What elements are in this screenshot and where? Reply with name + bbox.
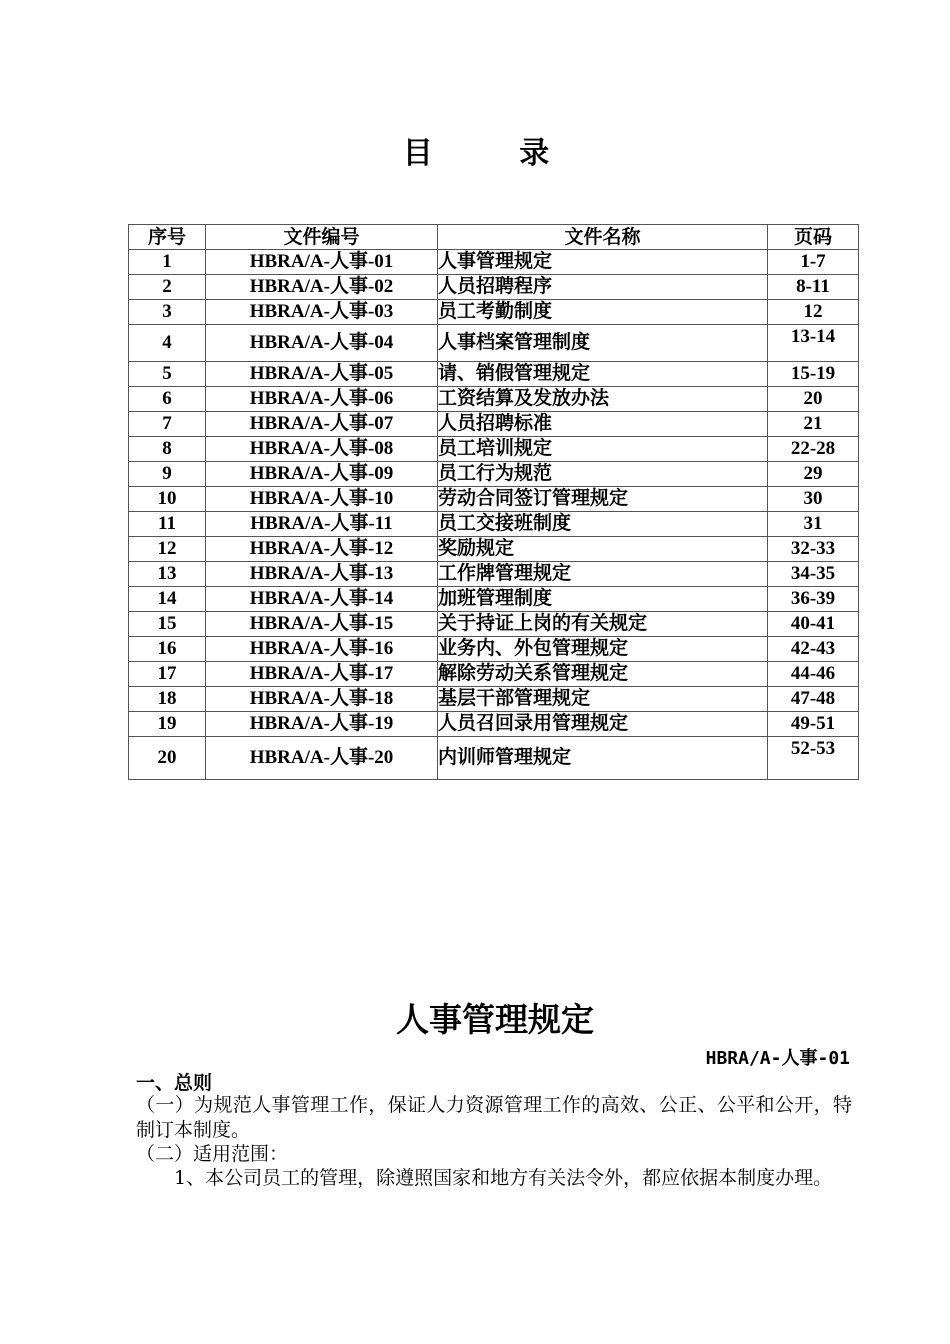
toc-cell-name: 员工培训规定 (438, 437, 768, 462)
toc-cell-code: HBRA/A-人事-08 (206, 437, 438, 462)
toc-cell-page: 8-11 (768, 275, 859, 300)
toc-header-name: 文件名称 (438, 225, 768, 250)
toc-cell-name: 人员招聘标准 (438, 412, 768, 437)
toc-cell-no: 16 (129, 637, 206, 662)
toc-row (129, 587, 859, 612)
toc-cell-no: 17 (129, 662, 206, 687)
toc-header-page: 页码 (768, 225, 859, 250)
toc-cell-name: 工作牌管理规定 (438, 562, 768, 587)
toc-row (129, 300, 859, 325)
toc-row (129, 487, 859, 512)
toc-cell-code: HBRA/A-人事-01 (206, 250, 438, 275)
toc-row (129, 687, 859, 712)
toc-cell-code: HBRA/A-人事-03 (206, 300, 438, 325)
toc-table (128, 224, 859, 780)
toc-cell-name: 请、销假管理规定 (438, 362, 768, 387)
document-title: 人事管理规定 (396, 1000, 594, 1039)
toc-cell-no: 19 (129, 712, 206, 737)
toc-cell-no: 11 (129, 512, 206, 537)
toc-cell-no: 3 (129, 300, 206, 325)
toc-cell-code: HBRA/A-人事-09 (206, 462, 438, 487)
toc-header-no: 序号 (129, 225, 206, 250)
toc-row (129, 562, 859, 587)
toc-row (129, 737, 859, 780)
document-code: HBRA/A-人事-01 (705, 1048, 850, 1069)
toc-cell-no: 8 (129, 437, 206, 462)
toc-cell-no: 9 (129, 462, 206, 487)
toc-cell-no: 1 (129, 250, 206, 275)
toc-cell-name: 解除劳动关系管理规定 (438, 662, 768, 687)
toc-cell-name: 加班管理制度 (438, 587, 768, 612)
toc-row (129, 662, 859, 687)
toc-cell-no: 18 (129, 687, 206, 712)
toc-cell-no: 12 (129, 537, 206, 562)
paragraph-scope-heading: （二）适用范围： (136, 1143, 289, 1165)
toc-cell-page: 21 (768, 412, 859, 437)
toc-row (129, 637, 859, 662)
toc-cell-code: HBRA/A-人事-14 (206, 587, 438, 612)
toc-title: 目 录 (402, 136, 588, 171)
toc-cell-name: 员工行为规范 (438, 462, 768, 487)
toc-cell-name: 人员招聘程序 (438, 275, 768, 300)
toc-cell-no: 20 (129, 737, 206, 780)
toc-cell-no: 13 (129, 562, 206, 587)
toc-row (129, 412, 859, 437)
toc-cell-name: 关于持证上岗的有关规定 (438, 612, 768, 637)
toc-cell-name: 业务内、外包管理规定 (438, 637, 768, 662)
toc-cell-name: 员工交接班制度 (438, 512, 768, 537)
toc-cell-code: HBRA/A-人事-12 (206, 537, 438, 562)
toc-cell-no: 6 (129, 387, 206, 412)
toc-row (129, 325, 859, 362)
toc-cell-page: 22-28 (768, 437, 859, 462)
toc-cell-page: 1-7 (768, 250, 859, 275)
toc-cell-page: 40-41 (768, 612, 859, 637)
toc-cell-page: 30 (768, 487, 859, 512)
section-heading: 一、总则 (136, 1072, 213, 1094)
toc-cell-name: 人员召回录用管理规定 (438, 712, 768, 737)
toc-cell-code: HBRA/A-人事-11 (206, 512, 438, 537)
toc-cell-code: HBRA/A-人事-16 (206, 637, 438, 662)
toc-cell-code: HBRA/A-人事-15 (206, 612, 438, 637)
toc-row (129, 362, 859, 387)
toc-cell-code: HBRA/A-人事-10 (206, 487, 438, 512)
toc-cell-name: 奖励规定 (438, 537, 768, 562)
toc-cell-page: 34-35 (768, 562, 859, 587)
toc-cell-code: HBRA/A-人事-20 (206, 737, 438, 780)
toc-row (129, 612, 859, 637)
toc-cell-page: 31 (768, 512, 859, 537)
toc-cell-page: 47-48 (768, 687, 859, 712)
toc-row (129, 275, 859, 300)
toc-cell-no: 2 (129, 275, 206, 300)
toc-cell-code: HBRA/A-人事-02 (206, 275, 438, 300)
toc-cell-code: HBRA/A-人事-18 (206, 687, 438, 712)
toc-row (129, 387, 859, 412)
toc-cell-name: 基层干部管理规定 (438, 687, 768, 712)
toc-cell-page: 12 (768, 300, 859, 325)
toc-header-row (129, 225, 859, 250)
toc-cell-code: HBRA/A-人事-04 (206, 325, 438, 362)
toc-cell-page: 20 (768, 387, 859, 412)
toc-cell-page: 44-46 (768, 662, 859, 687)
toc-cell-code: HBRA/A-人事-05 (206, 362, 438, 387)
toc-cell-page: 52-53 (768, 737, 859, 780)
toc-cell-code: HBRA/A-人事-07 (206, 412, 438, 437)
toc-cell-page: 29 (768, 462, 859, 487)
toc-cell-page: 15-19 (768, 362, 859, 387)
toc-row (129, 250, 859, 275)
toc-row (129, 437, 859, 462)
toc-cell-no: 7 (129, 412, 206, 437)
toc-cell-code: HBRA/A-人事-13 (206, 562, 438, 587)
paragraph-scope-item: 1、本公司员工的管理，除遵照国家和地方有关法令外，都应依据本制度办理。 (174, 1167, 833, 1189)
toc-cell-no: 10 (129, 487, 206, 512)
toc-cell-no: 15 (129, 612, 206, 637)
toc-cell-name: 劳动合同签订管理规定 (438, 487, 768, 512)
toc-cell-page: 13-14 (768, 325, 859, 362)
toc-cell-code: HBRA/A-人事-17 (206, 662, 438, 687)
toc-cell-page: 36-39 (768, 587, 859, 612)
toc-cell-no: 4 (129, 325, 206, 362)
toc-cell-name: 内训师管理规定 (438, 737, 768, 780)
toc-row (129, 537, 859, 562)
toc-cell-page: 32-33 (768, 537, 859, 562)
toc-header-code: 文件编号 (206, 225, 438, 250)
toc-cell-no: 14 (129, 587, 206, 612)
toc-cell-name: 人事档案管理制度 (438, 325, 768, 362)
toc-cell-page: 42-43 (768, 637, 859, 662)
toc-row (129, 512, 859, 537)
toc-body (129, 250, 859, 780)
toc-cell-name: 人事管理规定 (438, 250, 768, 275)
toc-row (129, 712, 859, 737)
toc-cell-name: 员工考勤制度 (438, 300, 768, 325)
paragraph-purpose: （一）为规范人事管理工作，保证人力资源管理工作的高效、公正、公平和公开，特制订本制度。 (136, 1094, 852, 1141)
toc-cell-code: HBRA/A-人事-19 (206, 712, 438, 737)
toc-cell-no: 5 (129, 362, 206, 387)
toc-cell-name: 工资结算及发放办法 (438, 387, 768, 412)
toc-cell-code: HBRA/A-人事-06 (206, 387, 438, 412)
toc-row (129, 462, 859, 487)
toc-cell-page: 49-51 (768, 712, 859, 737)
